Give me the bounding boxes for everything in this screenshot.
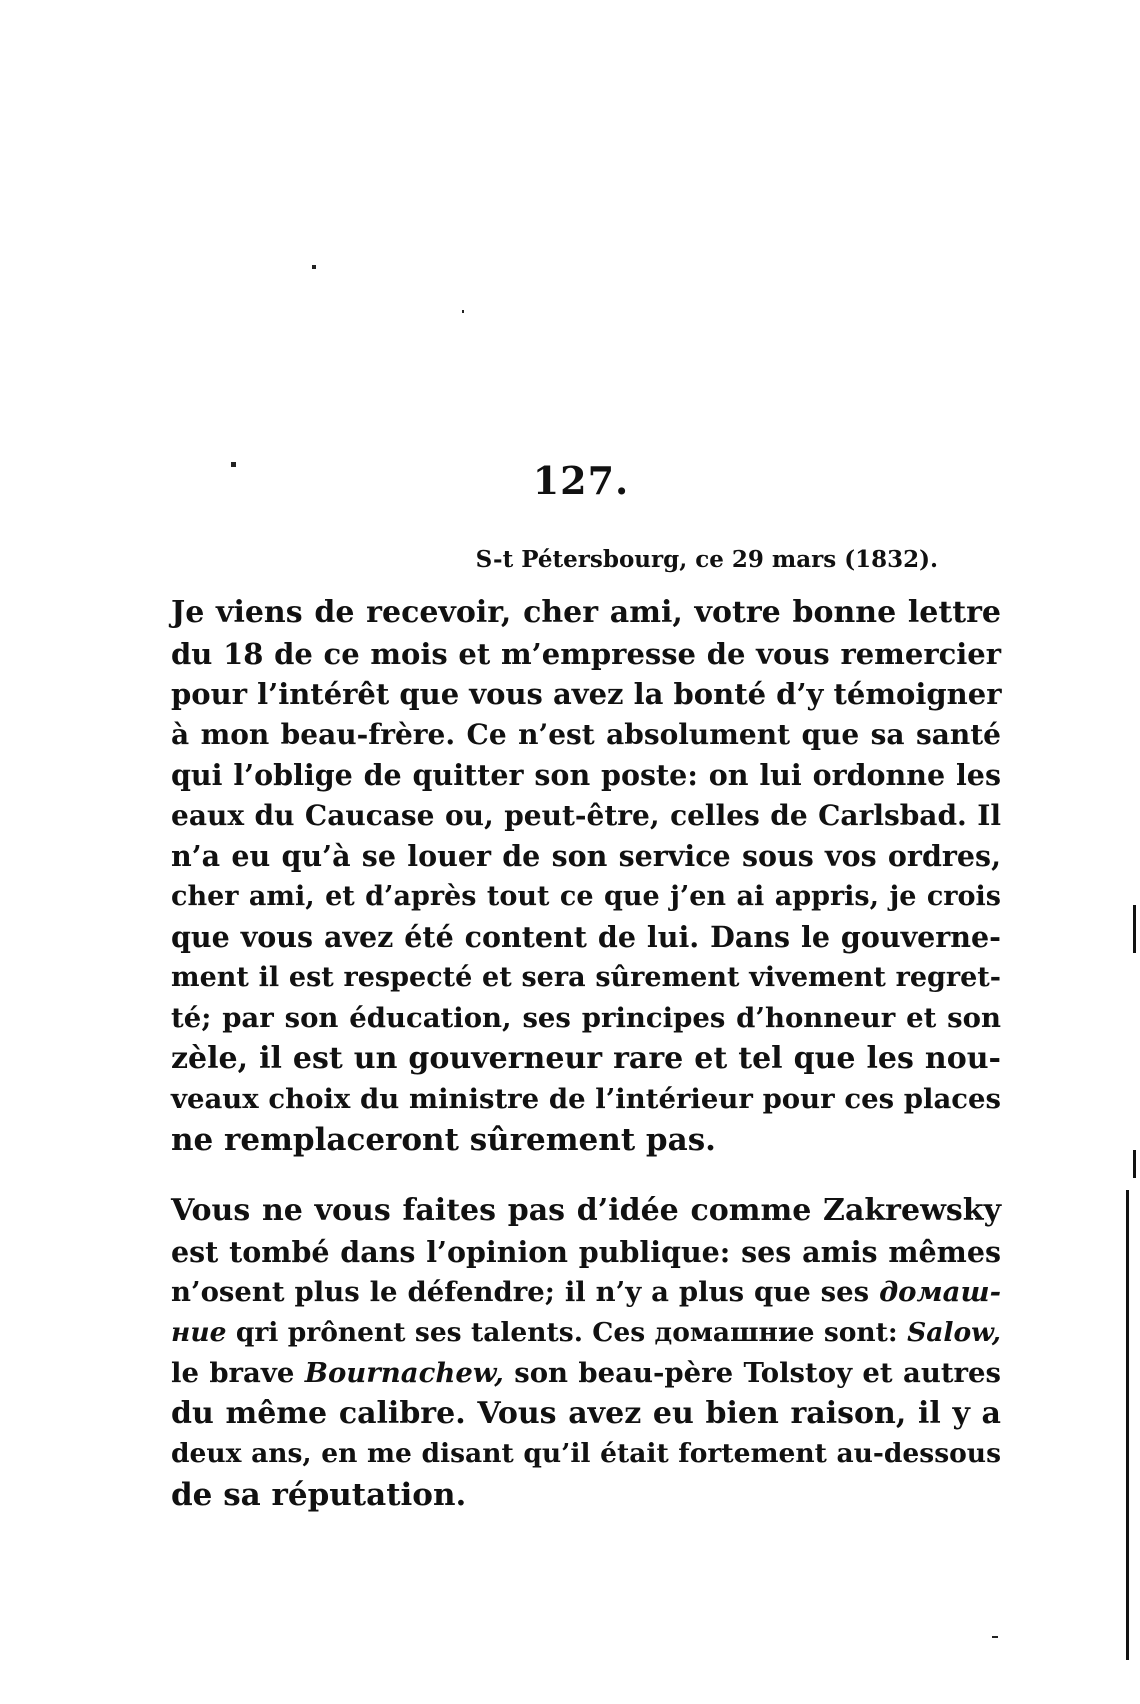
paragraph-1 xyxy=(171,593,1001,1160)
scan-edge-mark xyxy=(1126,1190,1129,1660)
text-line: té; par son éducation, ses principes d’honneur et son xyxy=(171,1002,1001,1034)
scan-speck xyxy=(992,1636,998,1638)
text-line: cher ami, et d’après tout ce que j’en ai appris, je crois xyxy=(171,880,1001,912)
paragraph-2 xyxy=(171,1191,1001,1515)
text-line: que vous avez été content de lui. Dans le gouverne- xyxy=(171,920,1001,954)
text-line: du 18 de ce mois et m’empresse de vous remercier xyxy=(171,636,1001,671)
text-line: eaux du Caucase ou, peut-être, celles de Carlsbad. Il xyxy=(171,798,1001,832)
text-line: n’a eu qu’à se louer de son service sous vos ordres, xyxy=(171,839,1001,873)
scan-edge-mark xyxy=(1133,1150,1136,1178)
text-line: du même calibre. Vous avez eu bien raison, il y a xyxy=(171,1395,1001,1431)
scan-speck xyxy=(312,265,316,269)
text-line: ne remplaceront sûrement pas. xyxy=(171,1121,716,1158)
text-segment: n’osent plus le défendre; il n’y a plus que ses xyxy=(171,1276,880,1308)
dateline: S-t Pétersbourg, ce 29 mars (1832). xyxy=(475,546,938,573)
letter-number: 127. xyxy=(532,458,630,503)
text-line: est tombé dans l’opinion publique: ses amis mêmes xyxy=(171,1234,1001,1269)
text-line: de sa réputation. xyxy=(171,1476,467,1513)
text-line xyxy=(171,1313,1001,1354)
text-line: Je viens de recevoir, cher ami, votre bonne lettre xyxy=(171,595,1001,630)
italic-word: ние xyxy=(171,1316,227,1348)
text-segment: son beau-père Tolstoy et autres xyxy=(503,1357,1001,1389)
text-line: veaux choix du ministre de l’intérieur pour ces places xyxy=(171,1083,1001,1115)
text-line: pour l’intérêt que vous avez la bonté d’y témoigner xyxy=(171,677,1002,711)
text-line: ment il est respecté et sera sûrement vivement regret- xyxy=(171,961,1001,993)
italic-name: Bournachew, xyxy=(304,1357,504,1389)
text-line: qui l’oblige de quitter son poste: on lui ordonne les xyxy=(171,758,1001,792)
text-segment: le brave xyxy=(171,1357,305,1389)
text-line: zèle, il est un gouverneur rare et tel que les nou- xyxy=(171,1040,1001,1076)
scan-edge-mark xyxy=(1133,905,1136,953)
italic-word: домаш- xyxy=(879,1276,1001,1308)
text-line: deux ans, en me disant qu’il était fortement au-dessous xyxy=(171,1438,1001,1469)
text-line: Vous ne vous faites pas d’idée comme Zakrewsky xyxy=(171,1193,1001,1228)
text-line xyxy=(171,1353,1001,1394)
text-line xyxy=(171,1272,1001,1313)
scan-speck xyxy=(462,310,464,313)
text-line: à mon beau-frère. Ce n’est absolument que sa santé xyxy=(171,717,1001,751)
text-segment: qri prônent ses talents. Ces домашние sont: xyxy=(226,1316,908,1348)
italic-name: Salow, xyxy=(907,1316,1001,1348)
